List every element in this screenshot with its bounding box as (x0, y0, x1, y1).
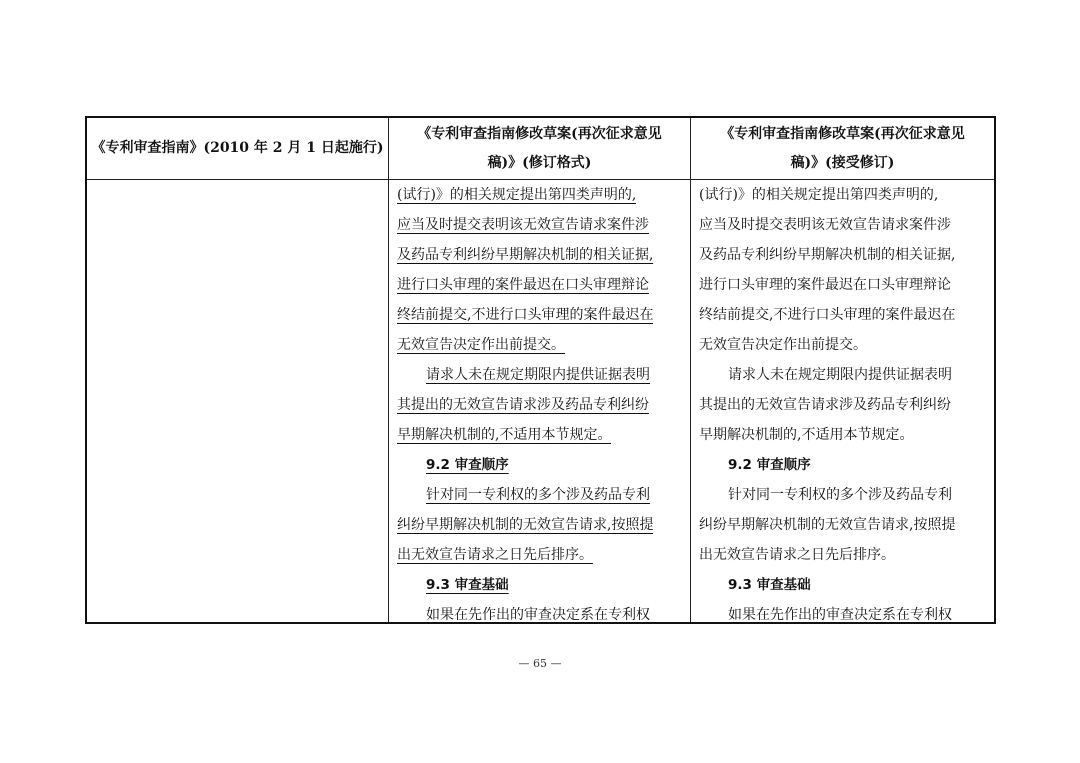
col3-line: 针对同一专利权的多个涉及药品专利 (728, 487, 952, 503)
header-col3 (691, 118, 994, 179)
col2-line: 无效宣告决定作出前提交。 (397, 337, 565, 353)
col2-line: 纠纷早期解决机制的无效宣告请求,按照提 (397, 517, 654, 533)
col2-line: 应当及时提交表明该无效宣告请求案件涉 (397, 217, 649, 233)
col2-line: (试行)》的相关规定提出第四类声明的, (397, 187, 637, 203)
header-col1-text: 《专利审查指南》(2010 年 2 月 1 日起施行) (91, 140, 384, 156)
col2-line: 早期解决机制的,不适用本节规定。 (397, 427, 612, 443)
col2-line: 出无效宣告请求之日先后排序。 (397, 547, 593, 563)
col3-line: 及药品专利纠纷早期解决机制的相关证据, (699, 247, 956, 263)
col3-line: 纠纷早期解决机制的无效宣告请求,按照提 (699, 517, 956, 533)
column-divider (388, 118, 389, 622)
col2-line: 及药品专利纠纷早期解决机制的相关证据, (397, 247, 654, 263)
col2-line: 进行口头审理的案件最迟在口头审理辩论 (397, 277, 649, 293)
column-divider (690, 118, 691, 622)
col3-line: 出无效宣告请求之日先后排序。 (699, 547, 895, 563)
col3-line: 应当及时提交表明该无效宣告请求案件涉 (699, 217, 951, 233)
col2-line: 请求人未在规定期限内提供证据表明 (426, 367, 650, 383)
col2-line: 如果在先作出的审查决定系在专利权 (426, 607, 650, 623)
col2-section-heading: 9.2 审查顺序 (426, 457, 509, 473)
header-col2-line2: 稿)》(修订格式) (487, 154, 592, 171)
col3-line: 终结前提交,不进行口头审理的案件最迟在 (699, 307, 956, 323)
header-col1 (87, 118, 388, 179)
comparison-table (85, 116, 996, 624)
col3-line: 进行口头审理的案件最迟在口头审理辩论 (699, 277, 951, 293)
col3-section-heading: 9.3 审查基础 (728, 577, 811, 593)
col3-line: (试行)》的相关规定提出第四类声明的, (699, 187, 939, 203)
header-col2 (389, 118, 690, 179)
header-col3-line2: 稿)》(接受修订) (790, 154, 895, 171)
col3-section-heading: 9.2 审查顺序 (728, 457, 811, 473)
page-number: — 65 — (518, 657, 562, 670)
col2-section-heading: 9.3 审查基础 (426, 577, 509, 593)
col3-line: 其提出的无效宣告请求涉及药品专利纠纷 (699, 397, 951, 413)
col2-line: 终结前提交,不进行口头审理的案件最迟在 (397, 307, 654, 323)
col3-line: 无效宣告决定作出前提交。 (699, 337, 867, 353)
col2-line: 其提出的无效宣告请求涉及药品专利纠纷 (397, 397, 649, 413)
header-col2-line1: 《专利审查指南修改草案(再次征求意见 (417, 125, 662, 142)
header-col3-line1: 《专利审查指南修改草案(再次征求意见 (720, 125, 965, 142)
col3-line: 如果在先作出的审查决定系在专利权 (728, 607, 952, 623)
col3-line: 早期解决机制的,不适用本节规定。 (699, 427, 914, 443)
col2-line: 针对同一专利权的多个涉及药品专利 (426, 487, 650, 503)
col3-line: 请求人未在规定期限内提供证据表明 (728, 367, 952, 383)
